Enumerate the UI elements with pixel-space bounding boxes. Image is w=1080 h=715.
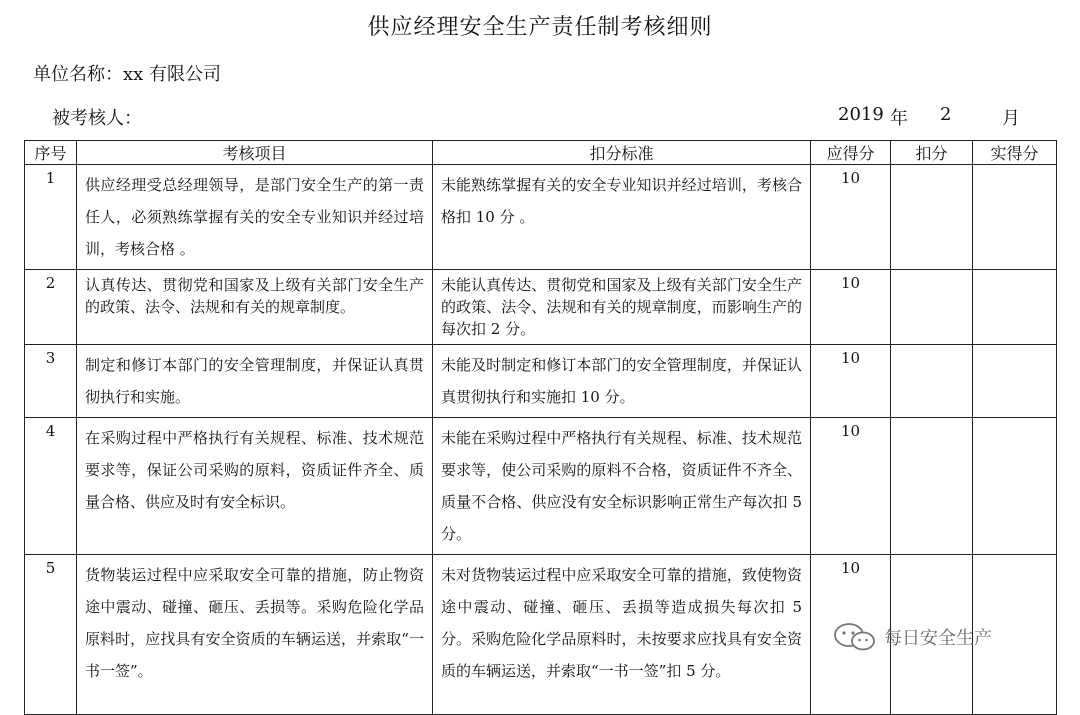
table-row — [25, 270, 1057, 345]
row-no: 4 — [25, 418, 77, 555]
row-actual — [973, 418, 1057, 555]
header-standard: 扣分标准 — [433, 141, 811, 165]
row-item: 供应经理受总经理领导，是部门安全生产的第一责任人，必须熟练掌握有关的安全专业知识并经过培训，考核合格 。 — [77, 165, 433, 270]
row-score: 10 — [811, 555, 891, 715]
watermark — [832, 622, 992, 652]
document-title: 供应经理安全生产责任制考核细则 — [367, 15, 713, 40]
row-item: 制定和修订本部门的安全管理制度，并保证认真贯彻执行和实施。 — [77, 345, 433, 418]
date-month-unit: 月 — [1002, 108, 1020, 129]
row-actual — [973, 270, 1057, 345]
row-standard: 未对货物装运过程中应采取安全可靠的措施，致使物资途中震动、碰撞、砸压、丢损等造成损失每次扣 5 分。采购危险化学品原料时，未按要求应找具有安全资质的车辆运送，并索取“一书一签”扣 5 分。 — [433, 555, 811, 715]
date-year: 2019 — [838, 104, 884, 125]
date-year-unit: 年 — [890, 108, 908, 129]
row-no: 2 — [25, 270, 77, 345]
assessee-label: 被考核人： — [52, 108, 142, 129]
header-no: 序号 — [25, 141, 77, 165]
table-row — [25, 418, 1057, 555]
table-header-row — [25, 141, 1057, 165]
unit-name-line: 单位名称：xx 有限公司 — [33, 64, 222, 85]
row-deduct — [891, 345, 973, 418]
row-standard: 未能及时制定和修订本部门的安全管理制度，并保证认真贯彻执行和实施扣 10 分。 — [433, 345, 811, 418]
header-deduct: 扣分 — [891, 141, 973, 165]
table-row — [25, 165, 1057, 270]
row-score: 10 — [811, 418, 891, 555]
header-score: 应得分 — [811, 141, 891, 165]
row-standard: 未能在采购过程中严格执行有关规程、标准、技术规范要求等，使公司采购的原料不合格，资质证件不齐全、质量不合格、供应没有安全标识影响正常生产每次扣 5 分。 — [433, 418, 811, 555]
row-score: 10 — [811, 345, 891, 418]
header-actual: 实得分 — [973, 141, 1057, 165]
date-month: 2 — [940, 104, 952, 125]
row-no: 1 — [25, 165, 77, 270]
row-actual — [973, 165, 1057, 270]
table-row — [25, 345, 1057, 418]
row-deduct — [891, 165, 973, 270]
watermark-text: 每日安全生产 — [884, 628, 992, 649]
row-deduct — [891, 418, 973, 555]
row-standard: 未能熟练掌握有关的安全专业知识并经过培训，考核合格扣 10 分 。 — [433, 165, 811, 270]
row-no: 3 — [25, 345, 77, 418]
wechat-icon — [832, 622, 878, 652]
row-deduct — [891, 270, 973, 345]
row-item: 货物装运过程中应采取安全可靠的措施，防止物资途中震动、碰撞、砸压、丢损等。采购危险化学品原料时，应找具有安全资质的车辆运送，并索取“一书一签”。 — [77, 555, 433, 715]
row-item: 认真传达、贯彻党和国家及上级有关部门安全生产的政策、法令、法规和有关的规章制度。 — [77, 270, 433, 345]
row-standard: 未能认真传达、贯彻党和国家及上级有关部门安全生产的政策、法令、法规和有关的规章制度，而影响生产的每次扣 2 分。 — [433, 270, 811, 345]
header-item: 考核项目 — [77, 141, 433, 165]
row-actual — [973, 345, 1057, 418]
row-item: 在采购过程中严格执行有关规程、标准、技术规范要求等，保证公司采购的原料，资质证件齐全、质量合格、供应及时有安全标识。 — [77, 418, 433, 555]
row-score: 10 — [811, 270, 891, 345]
row-score: 10 — [811, 165, 891, 270]
row-no: 5 — [25, 555, 77, 715]
